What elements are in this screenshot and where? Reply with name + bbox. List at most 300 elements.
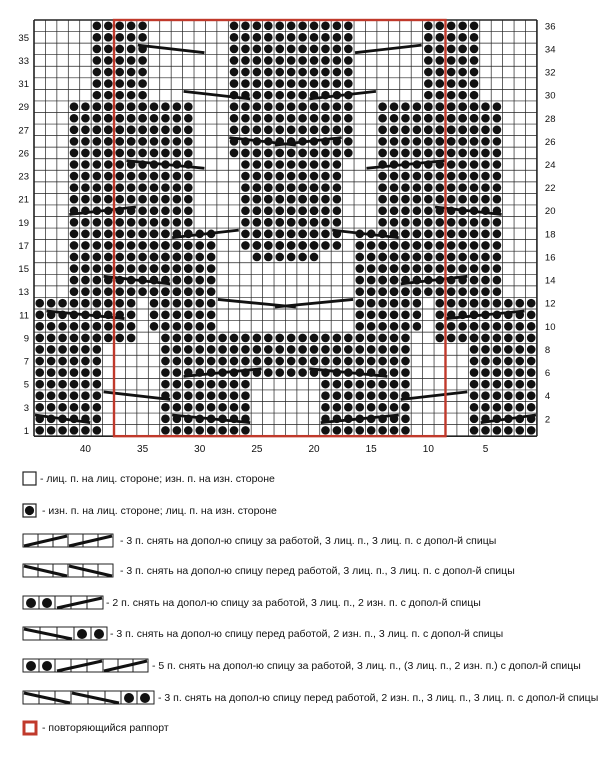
purl-dot [264, 91, 273, 100]
purl-dot [207, 241, 216, 250]
purl-dot [138, 137, 147, 146]
purl-dot [378, 403, 387, 412]
purl-dot [207, 357, 216, 366]
legend-item-cable-left-3x3 [22, 560, 515, 582]
purl-dot [81, 114, 90, 123]
purl-dot [378, 276, 387, 285]
purl-dot [104, 102, 113, 111]
purl-dot [195, 253, 204, 262]
purl-dot [333, 79, 342, 88]
purl-dot [138, 91, 147, 100]
purl-dot [321, 230, 330, 239]
purl-dot [390, 137, 399, 146]
purl-dot [207, 287, 216, 296]
purl-dot [333, 391, 342, 400]
row-number-left: 13 [18, 287, 29, 299]
row-number-right: 28 [544, 113, 556, 125]
purl-dot [355, 380, 364, 389]
purl-dot [218, 380, 227, 389]
purl-dot [390, 380, 399, 389]
purl-dot [275, 102, 284, 111]
purl-dot [275, 218, 284, 227]
purl-dot [115, 68, 124, 77]
cable-left-purl-icon [22, 626, 108, 642]
purl-dot [70, 403, 79, 412]
purl-dot [184, 137, 193, 146]
purl-dot [70, 114, 79, 123]
purl-dot [115, 33, 124, 42]
row-number-right: 16 [544, 252, 556, 264]
purl-dot [390, 264, 399, 273]
purl-dot [310, 160, 319, 169]
purl-dot [264, 345, 273, 354]
row-number-left: 21 [18, 194, 29, 206]
purl-dot [504, 426, 513, 435]
purl-dot [241, 21, 250, 30]
purl-dot [504, 322, 513, 331]
purl-dot [138, 56, 147, 65]
purl-dot [93, 218, 102, 227]
purl-dot [493, 137, 502, 146]
purl-dot [127, 126, 136, 135]
purl-dot [481, 253, 490, 262]
purl-dot [138, 102, 147, 111]
purl-dot [344, 21, 353, 30]
purl-dot [310, 230, 319, 239]
purl-dot [333, 426, 342, 435]
purl-dot [264, 183, 273, 192]
purl-dot [298, 21, 307, 30]
purl-dot [424, 114, 433, 123]
purl-dot [344, 137, 353, 146]
purl-dot [241, 391, 250, 400]
purl-dot [81, 357, 90, 366]
purl-dot [504, 368, 513, 377]
purl-dot [355, 276, 364, 285]
purl-dot [264, 79, 273, 88]
purl-dot [287, 68, 296, 77]
purl-dot [435, 218, 444, 227]
purl-dot [344, 391, 353, 400]
purl-dot [401, 102, 410, 111]
purl-dot [527, 368, 536, 377]
purl-dot [333, 149, 342, 158]
purl-dot [58, 391, 67, 400]
purl-dot [104, 322, 113, 331]
purl-dot [333, 206, 342, 215]
purl-dot [447, 183, 456, 192]
column-number: 20 [308, 444, 320, 456]
purl-dot [378, 322, 387, 331]
purl-dot [493, 287, 502, 296]
purl-dot [470, 183, 479, 192]
purl-dot [458, 149, 467, 158]
purl-dot [81, 218, 90, 227]
purl-dot [58, 368, 67, 377]
purl-dot [435, 287, 444, 296]
purl-dot [150, 126, 159, 135]
purl-dot [310, 195, 319, 204]
purl-dot [333, 126, 342, 135]
purl-dot [447, 126, 456, 135]
purl-dot [81, 195, 90, 204]
purl-dot [184, 126, 193, 135]
purl-dot [470, 33, 479, 42]
purl-dot [447, 33, 456, 42]
purl-dot [470, 45, 479, 54]
purl-dot [390, 218, 399, 227]
purl-dot [321, 21, 330, 30]
purl-dot [447, 253, 456, 262]
purl-dot [504, 380, 513, 389]
purl-dot [481, 160, 490, 169]
purl-dot [230, 149, 239, 158]
purl-dot [481, 137, 490, 146]
purl-dot [275, 79, 284, 88]
purl-dot [390, 357, 399, 366]
purl-dot [333, 334, 342, 343]
purl-dot [47, 403, 56, 412]
purl-dot [458, 68, 467, 77]
purl-dot [390, 102, 399, 111]
purl-dot [378, 241, 387, 250]
purl-dot [515, 403, 524, 412]
row-number-right: 36 [544, 21, 556, 33]
purl-dot [218, 345, 227, 354]
purl-dot [195, 345, 204, 354]
purl-dot [127, 68, 136, 77]
purl-dot [93, 276, 102, 285]
purl-dot [493, 334, 502, 343]
purl-dot [81, 160, 90, 169]
row-number-right: 12 [544, 298, 556, 310]
purl-dot [161, 183, 170, 192]
purl-dot [458, 218, 467, 227]
purl-dot [355, 403, 364, 412]
purl-dot [161, 114, 170, 123]
purl-dot [104, 149, 113, 158]
row-number-left: 5 [23, 379, 29, 391]
purl-dot [138, 264, 147, 273]
purl-dot [127, 195, 136, 204]
purl-dot [184, 357, 193, 366]
purl-dot [173, 322, 182, 331]
purl-dot [275, 33, 284, 42]
purl-dot [344, 79, 353, 88]
purl-dot [115, 253, 124, 262]
purl-dot [115, 195, 124, 204]
purl-dot [493, 126, 502, 135]
purl-dot [435, 149, 444, 158]
purl-dot [207, 380, 216, 389]
purl-dot [81, 322, 90, 331]
purl-dot [195, 264, 204, 273]
purl-dot [230, 21, 239, 30]
purl-dot [470, 357, 479, 366]
purl-dot [127, 310, 136, 319]
purl-dot [298, 56, 307, 65]
purl-dot [115, 21, 124, 30]
purl-dot [138, 287, 147, 296]
purl-dot [264, 56, 273, 65]
purl-dot [173, 241, 182, 250]
purl-dot [241, 345, 250, 354]
purl-dot [287, 368, 296, 377]
purl-dot [435, 21, 444, 30]
legend-text: - 3 п. снять на допол-ю спицу перед работой, 2 изн. п., 3 лиц. п., 3 лиц. п. с допол-й спицы [158, 692, 599, 704]
purl-dot [367, 357, 376, 366]
purl-dot [333, 102, 342, 111]
purl-dot [470, 218, 479, 227]
purl-dot [115, 91, 124, 100]
purl-dot [287, 126, 296, 135]
purl-dot [161, 287, 170, 296]
purl-dot [470, 21, 479, 30]
legend-text: - 3 п. снять на допол-ю спицу перед работой, 3 лиц. п., 3 лиц. п. с допол-й спицы [120, 565, 515, 577]
purl-dot [298, 102, 307, 111]
purl-dot [470, 415, 479, 424]
purl-dot [470, 230, 479, 239]
purl-dot [138, 33, 147, 42]
purl-dot [115, 218, 124, 227]
purl-dot [424, 21, 433, 30]
purl-dot [413, 230, 422, 239]
purl-dot [367, 276, 376, 285]
purl-dot [161, 322, 170, 331]
purl-dot [195, 310, 204, 319]
purl-dot [470, 403, 479, 412]
purl-dot [150, 137, 159, 146]
purl-dot [253, 91, 262, 100]
purl-dot [241, 183, 250, 192]
purl-dot [321, 183, 330, 192]
purl-dot [195, 357, 204, 366]
purl-dot [378, 114, 387, 123]
purl-dot [70, 230, 79, 239]
purl-dot [390, 206, 399, 215]
purl-dot [275, 230, 284, 239]
purl-dot [435, 264, 444, 273]
purl-dot [253, 218, 262, 227]
purl-dot [298, 183, 307, 192]
legend-text: - 5 п. снять на допол-ю спицу за работой, 3 лиц. п., (3 лиц. п., 2 изн. п.) с допол-й спицы [152, 660, 581, 672]
purl-dot [470, 276, 479, 285]
purl-dot [333, 172, 342, 181]
purl-dot [310, 56, 319, 65]
purl-dot [287, 56, 296, 65]
purl-dot [458, 33, 467, 42]
purl-dot [424, 241, 433, 250]
purl-dot [264, 114, 273, 123]
purl-dot [515, 345, 524, 354]
purl-dot [458, 183, 467, 192]
purl-dot [390, 334, 399, 343]
purl-dot [470, 299, 479, 308]
purl-dot [104, 160, 113, 169]
purl-dot [218, 334, 227, 343]
purl-dot [81, 230, 90, 239]
purl-dot [104, 241, 113, 250]
purl-dot [390, 195, 399, 204]
purl-dot [241, 102, 250, 111]
purl-dot [435, 102, 444, 111]
purl-dot [298, 45, 307, 54]
column-number: 40 [79, 444, 91, 456]
purl-dot [173, 114, 182, 123]
purl-dot [310, 218, 319, 227]
purl-dot [458, 21, 467, 30]
purl-dot [378, 206, 387, 215]
purl-dot [127, 183, 136, 192]
purl-dot [321, 334, 330, 343]
purl-dot [390, 114, 399, 123]
purl-dot [447, 172, 456, 181]
purl-dot [218, 403, 227, 412]
purl-dot [424, 56, 433, 65]
purl-dot [390, 183, 399, 192]
purl-dot [287, 45, 296, 54]
purl-dot [35, 345, 44, 354]
purl-dot [35, 322, 44, 331]
purl-dot [493, 230, 502, 239]
cable-left-3x3-icon [22, 563, 118, 579]
purl-dot [81, 264, 90, 273]
purl-dot [93, 56, 102, 65]
purl-dot [127, 218, 136, 227]
purl-dot [207, 345, 216, 354]
purl-dot [344, 102, 353, 111]
purl-dot [230, 68, 239, 77]
purl-dot [344, 149, 353, 158]
purl-dot [93, 160, 102, 169]
purl-dot [253, 357, 262, 366]
purl-dot [275, 334, 284, 343]
purl-dot [81, 241, 90, 250]
purl-dot [161, 368, 170, 377]
purl-dot [70, 287, 79, 296]
purl-dot [230, 403, 239, 412]
purl-dot [355, 322, 364, 331]
purl-dot [367, 299, 376, 308]
purl-dot [93, 126, 102, 135]
purl-dot [173, 218, 182, 227]
purl-dot [241, 68, 250, 77]
purl-dot [435, 195, 444, 204]
purl-dot [470, 334, 479, 343]
purl-dot [367, 322, 376, 331]
purl-dot [287, 21, 296, 30]
purl-dot [401, 183, 410, 192]
purl-dot [401, 368, 410, 377]
purl-dot [321, 172, 330, 181]
purl-dot [104, 172, 113, 181]
row-number-left: 3 [23, 402, 29, 414]
legend-item-cable-right-5 [22, 655, 581, 677]
purl-dot [470, 137, 479, 146]
purl-dot [173, 368, 182, 377]
purl-dot [150, 183, 159, 192]
purl-dot [150, 253, 159, 262]
purl-dot [515, 426, 524, 435]
purl-dot [401, 426, 410, 435]
purl-dot [378, 253, 387, 262]
purl-dot [104, 33, 113, 42]
purl-dot [138, 172, 147, 181]
purl-dot [481, 357, 490, 366]
purl-dot [401, 334, 410, 343]
purl-dot [401, 357, 410, 366]
purl-dot [253, 183, 262, 192]
purl-dot [458, 334, 467, 343]
purl-dot [184, 287, 193, 296]
purl-dot [70, 172, 79, 181]
purl-dot [527, 380, 536, 389]
purl-dot [298, 253, 307, 262]
purl-dot [104, 126, 113, 135]
purl-dot [93, 183, 102, 192]
purl-dot [81, 172, 90, 181]
purl-dot [127, 172, 136, 181]
purl-dot [458, 56, 467, 65]
purl-dot [390, 310, 399, 319]
purl-dot [470, 195, 479, 204]
purl-dot [115, 299, 124, 308]
purl-dot [138, 68, 147, 77]
row-number-left: 17 [18, 240, 29, 252]
purl-dot [435, 334, 444, 343]
purl-dot [150, 195, 159, 204]
purl-dot [161, 310, 170, 319]
purl-dot [104, 334, 113, 343]
purl-dot [35, 368, 44, 377]
purl-dot [378, 345, 387, 354]
purl-dot [184, 426, 193, 435]
purl-dot [70, 102, 79, 111]
purl-dot [253, 241, 262, 250]
purl-dot [264, 172, 273, 181]
purl-dot [184, 403, 193, 412]
purl-dot [173, 426, 182, 435]
purl-dot [344, 357, 353, 366]
purl-dot [173, 149, 182, 158]
purl-dot [184, 206, 193, 215]
purl-dot [333, 160, 342, 169]
purl-dot [207, 253, 216, 262]
purl-dot [367, 264, 376, 273]
purl-dot [161, 299, 170, 308]
purl-dot [81, 345, 90, 354]
row-number-left: 29 [18, 102, 29, 114]
purl-dot [435, 68, 444, 77]
purl-dot [333, 114, 342, 123]
purl-dot [435, 79, 444, 88]
purl-dot [184, 276, 193, 285]
purl-dot [287, 195, 296, 204]
purl-dot [493, 299, 502, 308]
purl-dot [93, 137, 102, 146]
purl-dot [58, 426, 67, 435]
purl-dot [378, 137, 387, 146]
purl-icon [22, 503, 40, 519]
purl-dot [447, 322, 456, 331]
purl-dot [253, 56, 262, 65]
purl-dot [115, 334, 124, 343]
purl-dot [367, 287, 376, 296]
purl-dot [218, 357, 227, 366]
purl-dot [493, 195, 502, 204]
purl-dot [70, 345, 79, 354]
purl-dot [401, 299, 410, 308]
